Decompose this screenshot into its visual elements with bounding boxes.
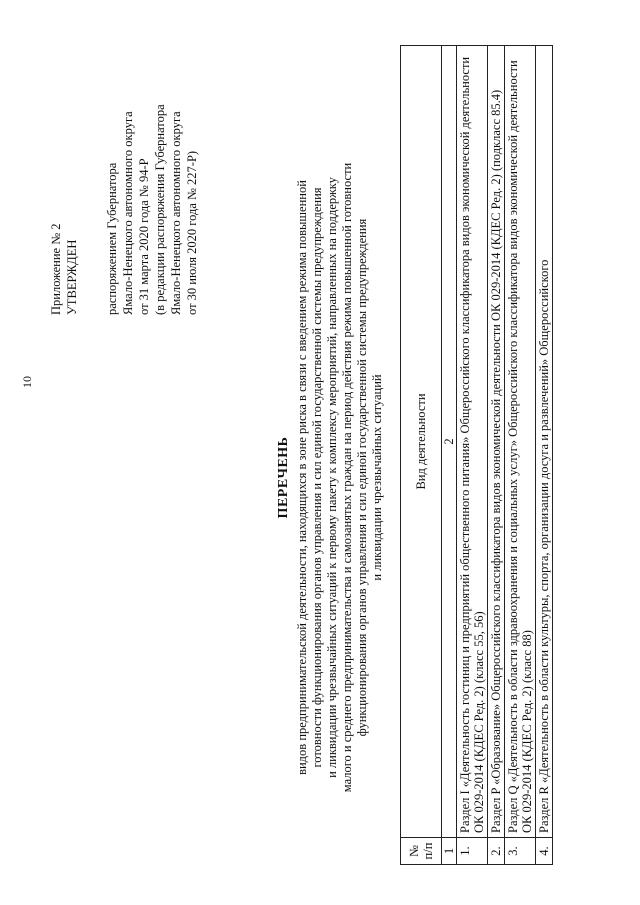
table-row bbox=[505, 46, 536, 865]
annex-label: Приложение № 2 bbox=[49, 223, 63, 315]
approval-line: от 30 июля 2020 года № 227-Р) bbox=[185, 150, 199, 315]
document-subtitle bbox=[295, 50, 385, 905]
table-row bbox=[488, 46, 505, 865]
document-title: ПЕРЕЧЕНЬ bbox=[276, 436, 291, 519]
row-text: Раздел Q «Деятельность в области здравоохранения и социальных услуг» Общероссийского классификатора видов экономической деятельности ОК 029-2014 (КДЕС Ред. 2) (класс 88) bbox=[505, 46, 536, 838]
approval-block bbox=[48, 15, 200, 315]
index-cell: 1 bbox=[442, 838, 457, 865]
approval-line: Ямало-Ненецкого автономного округа bbox=[121, 111, 135, 315]
approval-line: от 31 марта 2020 года № 94-Р bbox=[137, 158, 151, 315]
table-index-row bbox=[442, 46, 457, 865]
table-header-row bbox=[401, 46, 442, 865]
subtitle-line: и ликвидации чрезвычайных ситуаций к первому пакету к комплексу мероприятий, направленных на поддержку bbox=[325, 177, 339, 778]
document-page bbox=[48, 15, 608, 905]
row-text: Раздел P «Образование» Общероссийского классификатора видов экономической деятельности ОК 029-2014 (КДЕС Ред. 2) (подкласс 85.4) bbox=[488, 46, 505, 838]
row-number: 2. bbox=[488, 838, 505, 865]
row-number: 4. bbox=[536, 838, 553, 865]
row-number: 3. bbox=[505, 838, 536, 865]
approval-line: распоряжением Губернатора bbox=[105, 162, 119, 315]
title-block bbox=[276, 50, 385, 905]
table-row bbox=[536, 46, 553, 865]
row-text: Раздел R «Деятельность в области культуры, спорта, организации досуга и развлечений» Общероссийского bbox=[536, 46, 553, 838]
activities-table bbox=[400, 45, 553, 865]
approval-line: Ямало-Ненецкого автономного округа bbox=[169, 111, 183, 315]
subtitle-line: малого и среднего предпринимательства и самозанятых граждан на период действия режима повышенной готовности bbox=[340, 162, 354, 793]
row-number: 1. bbox=[457, 838, 488, 865]
header-number: № п/п bbox=[401, 838, 442, 865]
row-text: Раздел I «Деятельность гостиниц и предприятий общественного питания» Общероссийского классификатора видов экономической деятельности ОК 029-2014 (КДЕС Ред. 2) (класс 55, 56) bbox=[457, 46, 488, 838]
subtitle-line: видов предпринимательской деятельности, находящихся в зоне риска в связи с введением режима повышенной bbox=[295, 180, 309, 775]
approval-line: (в редакции распоряжения Губернатора bbox=[153, 104, 167, 315]
header-activity: Вид деятельности bbox=[401, 46, 442, 838]
subtitle-line: и ликвидации чрезвычайных ситуаций bbox=[370, 374, 384, 581]
approved-label: УТВЕРЖДЕН bbox=[65, 239, 79, 315]
page-number: 10 bbox=[20, 376, 34, 388]
index-cell: 2 bbox=[442, 46, 457, 838]
subtitle-line: функционирования органов управления и сил единой государственной системы предупреждения bbox=[355, 218, 369, 737]
table-row bbox=[457, 46, 488, 865]
subtitle-line: готовности функционирования органов управления и сил единой государственной системы предупреждения bbox=[310, 187, 324, 768]
